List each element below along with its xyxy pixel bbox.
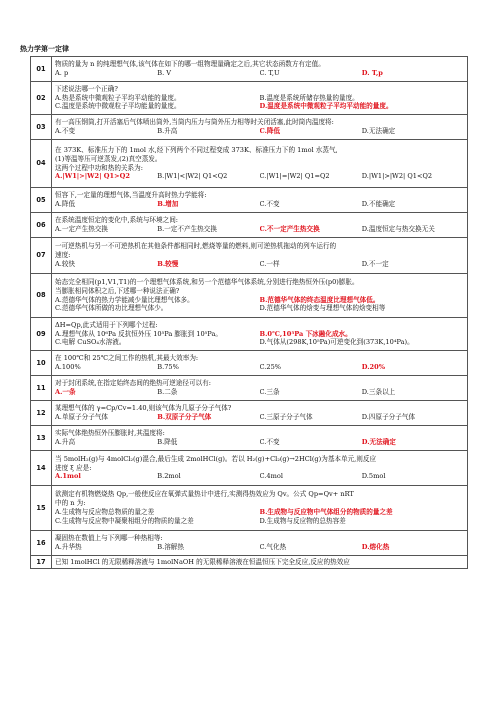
question-stem-line: (1)等温等压可逆蒸发,(2)真空蒸发。 bbox=[55, 154, 162, 163]
option-a[interactable]: A.1mol bbox=[55, 472, 81, 481]
option-c[interactable]: C.降低 bbox=[259, 127, 281, 135]
question-stem-line: 当 5molH₂(g)与 4molCl₂(g)混合,最后生成 2molHCl(g)。若以 H₂(g)+Cl₂(g)→2HCl(g)为基本单元,则反应 bbox=[55, 454, 377, 463]
option-a[interactable]: A.生成物与反应物总物质的量之差 bbox=[55, 508, 155, 516]
option-d[interactable]: D.5mol bbox=[361, 472, 386, 481]
question-row bbox=[31, 486, 468, 531]
option-d[interactable]: D.温度是系统中微观粒子平均平动能的量度。 bbox=[259, 102, 393, 111]
option-d[interactable]: D.温度恒定与热交换无关 bbox=[361, 225, 435, 233]
question-stem: ΔH=Qp,此式适用于下列哪个过程: bbox=[55, 320, 158, 329]
question-row bbox=[31, 115, 468, 140]
option-a[interactable]: A.单原子分子气体 bbox=[55, 413, 109, 421]
question-number: 04 bbox=[31, 140, 52, 188]
option-a[interactable]: A.|W1|>|W2| Q1>Q2 bbox=[55, 172, 131, 181]
options-row bbox=[55, 388, 464, 397]
option-c[interactable]: C.不变 bbox=[259, 200, 280, 208]
options-row bbox=[55, 260, 464, 269]
option-c[interactable]: C.25% bbox=[259, 363, 282, 371]
option-b[interactable]: B.温度是系统所储存热量的量度。 bbox=[259, 93, 359, 102]
options-row bbox=[55, 296, 464, 305]
option-a[interactable]: A.一条 bbox=[55, 388, 76, 396]
option-b[interactable]: B.范德华气体的终态温度比理想气体低。 bbox=[259, 295, 380, 304]
option-c[interactable]: C.生成物与反应物中凝聚相组分的物质的量之差 bbox=[55, 516, 194, 525]
question-table-body bbox=[31, 57, 468, 569]
question-number: 06 bbox=[31, 213, 52, 238]
option-d[interactable]: D.20% bbox=[361, 363, 385, 371]
options-row bbox=[55, 330, 464, 339]
option-c[interactable]: C.范德华气体所做的功比理想气体少。 bbox=[55, 304, 168, 313]
option-b[interactable]: B.升高 bbox=[157, 127, 178, 135]
question-stem-line: 欲测定有机物燃烧热 Qp,一般使反应在氧弹式量热计中进行,实测得热效应为 Qv。公式 Qp=Qv+ nRT bbox=[55, 490, 354, 499]
option-b[interactable]: B.0℃,10⁵Pa 下冰融化成水。 bbox=[259, 329, 352, 338]
question-body bbox=[52, 376, 468, 401]
options-row bbox=[55, 363, 464, 372]
document-title: 热力学第一定律 bbox=[20, 44, 69, 53]
options-row bbox=[55, 69, 464, 78]
option-a[interactable]: A.一定产生热交换 bbox=[55, 225, 109, 233]
option-d[interactable]: D.不一定 bbox=[361, 259, 389, 268]
options-row bbox=[55, 413, 464, 422]
question-body bbox=[52, 57, 468, 82]
options-row bbox=[55, 472, 464, 481]
option-c[interactable]: C.不一定产生热交换 bbox=[259, 225, 320, 233]
question-row bbox=[31, 188, 468, 213]
option-a[interactable]: A.范德华气体的热力学能减少量比理想气体多。 bbox=[55, 295, 194, 304]
question-body bbox=[52, 140, 468, 188]
option-b[interactable]: B.一定不产生热交换 bbox=[157, 225, 217, 233]
question-stem: 在系统温度恒定的变化中,系统与环境之间: bbox=[55, 216, 179, 225]
question-body bbox=[52, 82, 468, 115]
question-number: 09 bbox=[31, 318, 52, 351]
question-number: 02 bbox=[31, 82, 52, 115]
question-number: 13 bbox=[31, 426, 52, 451]
options-row bbox=[55, 102, 464, 111]
option-b[interactable]: B.二条 bbox=[157, 388, 178, 396]
option-b[interactable]: B.增加 bbox=[157, 200, 179, 208]
question-number: 16 bbox=[31, 531, 52, 556]
options-row bbox=[55, 517, 464, 526]
options-row bbox=[55, 508, 464, 517]
question-body bbox=[52, 401, 468, 426]
option-b[interactable]: B. V bbox=[157, 69, 172, 77]
question-body bbox=[52, 274, 468, 318]
option-b[interactable]: B.2mol bbox=[157, 472, 181, 481]
option-a[interactable]: A.100% bbox=[55, 363, 81, 371]
question-row bbox=[31, 274, 468, 318]
question-row bbox=[31, 531, 468, 556]
question-stem: 恒容下,一定量的理想气体,当温度升高时热力学能将: bbox=[55, 191, 207, 200]
question-row bbox=[31, 351, 468, 376]
option-d[interactable]: D.|W1|>|W2| Q1<Q2 bbox=[361, 172, 433, 181]
question-table bbox=[30, 56, 468, 569]
option-a[interactable]: A.升高 bbox=[55, 438, 76, 446]
question-stem-line: 在 373K、标准压力下的 1mol 水,经下列两个不同过程变成 373K、标准压力下的 1mol 水蒸气, bbox=[55, 145, 338, 154]
option-c[interactable]: C.一样 bbox=[259, 259, 280, 268]
option-b[interactable]: B.生成物与反应物中气体组分的物质的量之差 bbox=[259, 508, 393, 516]
options-row bbox=[55, 94, 464, 103]
question-body bbox=[52, 213, 468, 238]
question-stem: 实际气体绝热恒外压膨胀时,其温度将: bbox=[55, 429, 165, 438]
question-body bbox=[52, 531, 468, 556]
option-a[interactable]: A.理想气体从 10⁶Pa 反抗恒外压 10⁵Pa 膨胀到 10⁵Pa。 bbox=[55, 329, 222, 338]
question-number: 07 bbox=[31, 238, 52, 274]
question-stem-line: 始态完全相同(p1,V1,T1)的一个理想气体系统,和另一个范德华气体系统,分别进行绝热恒外压(p0)膨胀。 bbox=[55, 277, 359, 286]
option-d[interactable]: D.气体从(298K,10⁵Pa)可逆变化到(373K,10⁴Pa)。 bbox=[259, 338, 414, 347]
option-b[interactable]: B.降低 bbox=[157, 438, 178, 446]
question-number: 14 bbox=[31, 451, 52, 486]
option-a[interactable]: A.降低 bbox=[55, 200, 76, 208]
question-number: 15 bbox=[31, 486, 52, 531]
question-stem: 某理想气体的 γ=Cp/Cv=1.40,则该气体为几原子分子气体? bbox=[55, 404, 232, 413]
question-stem-line: 这两个过程中功和热的关系为: bbox=[55, 163, 143, 172]
option-c[interactable]: C.电解 CuSO₄水溶液。 bbox=[55, 338, 126, 347]
question-body bbox=[52, 188, 468, 213]
question-number: 08 bbox=[31, 274, 52, 318]
option-c[interactable]: C.三原子分子气体 bbox=[259, 413, 313, 421]
question-number: 12 bbox=[31, 401, 52, 426]
question-stem-line: 中的 n 为: bbox=[55, 499, 86, 508]
option-b[interactable]: B.双原子分子气体 bbox=[157, 413, 212, 421]
option-d[interactable]: D. T,p bbox=[361, 69, 383, 77]
options-row bbox=[55, 172, 464, 181]
question-row bbox=[31, 238, 468, 274]
options-row bbox=[55, 127, 464, 136]
option-a[interactable]: A.较快 bbox=[55, 259, 76, 268]
question-body bbox=[52, 115, 468, 140]
question-row bbox=[31, 376, 468, 401]
question-body bbox=[52, 318, 468, 351]
option-c[interactable]: C.三条 bbox=[259, 388, 280, 396]
option-a[interactable]: A.热是系统中微观粒子平均平动能的量度。 bbox=[55, 93, 181, 102]
option-a[interactable]: A.不变 bbox=[55, 127, 76, 135]
option-d[interactable]: D.三条以上 bbox=[361, 388, 396, 396]
option-d[interactable]: D.四原子分子气体 bbox=[361, 413, 416, 421]
option-b[interactable]: B.|W1|<|W2| Q1<Q2 bbox=[157, 172, 228, 181]
question-body bbox=[52, 486, 468, 531]
option-d[interactable]: D.生成物与反应物的总热容差 bbox=[259, 516, 346, 525]
question-stem-line: 当膨胀相同体积之后,下述哪一种说法正确? bbox=[55, 286, 180, 295]
question-row bbox=[31, 318, 468, 351]
option-c[interactable]: C.|W1|=|W2| Q1=Q2 bbox=[259, 172, 330, 181]
question-body bbox=[52, 451, 468, 486]
question-stem: 有一高压钢筒,打开活塞后气体喷出筒外,当筒内压力与筒外压力相等时关闭活塞,此时筒内温度将: bbox=[55, 118, 334, 127]
question-row bbox=[31, 426, 468, 451]
question-number: 05 bbox=[31, 188, 52, 213]
question-stem-line: 一可逆热机与另一不可逆热机在其他条件都相同时,燃烧等量的燃料,则可逆热机拖动的列车运行的 bbox=[55, 242, 337, 251]
option-c[interactable]: C.温度是系统中微观粒子平均能量的量度。 bbox=[55, 102, 181, 111]
question-number: 17 bbox=[31, 556, 52, 569]
question-stem: 对于封闭系统,在指定始终态间的绝热可逆途径可以有: bbox=[55, 379, 211, 388]
question-number: 10 bbox=[31, 351, 52, 376]
question-row bbox=[31, 401, 468, 426]
options-row bbox=[55, 438, 464, 447]
option-d[interactable]: D.熔化热 bbox=[361, 543, 390, 551]
option-d[interactable]: D.范德华气体的焓变与理想气体的焓变相等 bbox=[259, 304, 386, 313]
options-row bbox=[55, 304, 464, 313]
options-row bbox=[55, 338, 464, 347]
option-b[interactable]: B.75% bbox=[157, 363, 179, 371]
question-row bbox=[31, 57, 468, 82]
option-a[interactable]: A.升华热 bbox=[55, 543, 82, 551]
question-row bbox=[31, 556, 468, 569]
question-stem: 凝固热在数值上与下列哪一种热相等: bbox=[55, 534, 163, 543]
question-row bbox=[31, 451, 468, 486]
option-c[interactable]: C.气化热 bbox=[259, 543, 287, 551]
options-row bbox=[55, 543, 464, 552]
question-body bbox=[52, 556, 468, 569]
question-row bbox=[31, 140, 468, 188]
option-c[interactable]: C. T,U bbox=[259, 69, 280, 77]
options-row bbox=[55, 225, 464, 234]
question-stem-line: 速度: bbox=[55, 251, 71, 260]
question-row bbox=[31, 213, 468, 238]
question-row bbox=[31, 82, 468, 115]
option-c[interactable]: C.不变 bbox=[259, 438, 280, 446]
option-a[interactable]: A. p bbox=[55, 69, 69, 77]
question-stem: 已知 1molHCl 的无限稀释溶液与 1molNaOH 的无限稀释溶液在恒温恒压下完全反应,反应的热效应 bbox=[55, 557, 350, 566]
option-d[interactable]: D.无法确定 bbox=[361, 127, 396, 135]
question-stem: 物质的量为 n 的纯理想气体,该气体在如下的哪一组物理量确定之后,其它状态函数方有定值。 bbox=[55, 60, 325, 69]
option-d[interactable]: D.不能确定 bbox=[361, 200, 396, 208]
question-body bbox=[52, 351, 468, 376]
question-body bbox=[52, 426, 468, 451]
options-row bbox=[55, 200, 464, 209]
question-stem: 在 100℃和 25℃之间工作的热机,其最大效率为: bbox=[55, 354, 199, 363]
option-b[interactable]: B.溶解热 bbox=[157, 543, 184, 551]
question-number: 03 bbox=[31, 115, 52, 140]
question-stem: 下述说法哪一个正确? bbox=[55, 84, 118, 93]
option-b[interactable]: B.较慢 bbox=[157, 259, 179, 268]
question-stem-line: 进度 ξ 应是: bbox=[55, 463, 92, 472]
question-number: 01 bbox=[31, 57, 52, 82]
question-body bbox=[52, 238, 468, 274]
option-c[interactable]: C.4mol bbox=[259, 472, 283, 481]
option-d[interactable]: D.无法确定 bbox=[361, 438, 396, 446]
question-number: 11 bbox=[31, 376, 52, 401]
